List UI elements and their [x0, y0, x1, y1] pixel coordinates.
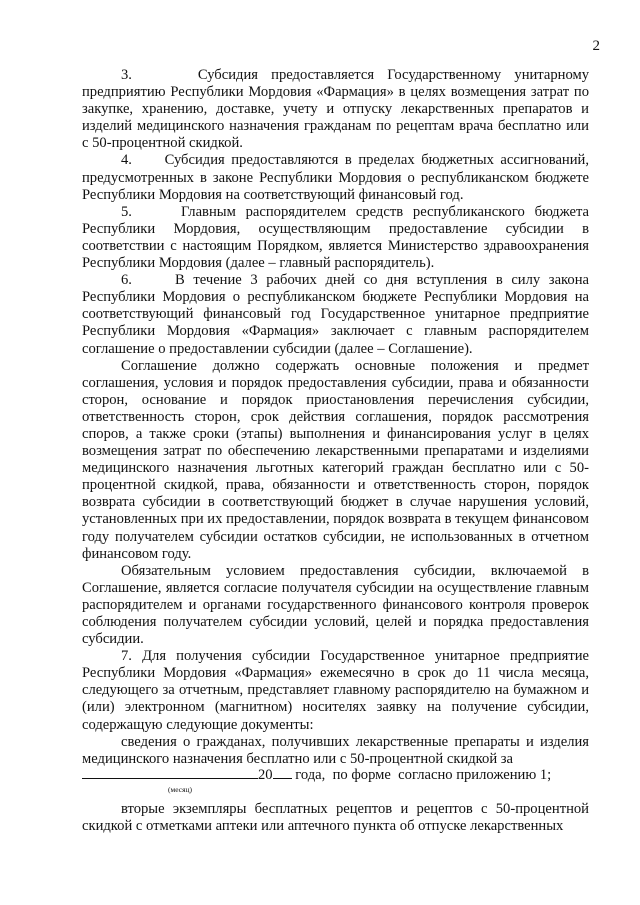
paragraph-citizens-info: сведения о гражданах, получивших лекарственные препараты и изделия медицинского назначения бесплатно или с 50-процентной скидкой за: [82, 733, 589, 767]
year-blank: [273, 767, 292, 779]
month-blank: [82, 767, 258, 779]
paragraph-mandatory-condition: Обязательным условием предоставления субсидии, включаемой в Соглашение, является согласие получателя субсидии на осуществление главным распорядителем и органами государственного финансового контроля проверок соблюдения получателем субсидии условий, целей и порядка предоставления субсидии.: [82, 562, 589, 648]
form-line-rest: года, по форме согласно приложению 1;: [291, 766, 552, 783]
paragraph-3: 3. Субсидия предоставляется Государственному унитарному предприятию Республики Мордовия «Фармация» в целях возмещения затрат по закупке, хранению, доставке, учету и отпуску лекарственных препаратов и изделий медицинского назначения гражданам по рецептам врача бесплатно или с 50-процентной скидкой.: [82, 67, 589, 152]
page-number: 2: [592, 38, 600, 54]
paragraph-agreement-content: Соглашение должно содержать основные положения и предмет соглашения, условия и порядок предоставления субсидии, права и обязанности сторон, основание и порядок приостановления перечисления субсидии, ответственность сторон, срок действия соглашения, порядок рассмотрения споров, а также сроки (этапы) выполнения и финансирования услуг в целях возмещения затрат по обеспечению лекарственными препаратами и изделиями медицинского назначения льготных категорий граждан бесплатно или с 50-процентной скидкой, права, обязанности и ответственность сторон, порядок возврата субсидии в соответствующий бюджет в случае нарушения условий, установленных при их предоставлении, порядок возврата в текущем финансовом году получателем субсидии остатков субсидии, не использованных в отчетном финансовом году.: [82, 357, 589, 562]
month-caption: (месяц): [168, 784, 193, 794]
paragraph-prescriptions: вторые экземпляры бесплатных рецептов и рецептов с 50-процентной скидкой с отметками аптеки или аптечного пункта об отпуске лекарственных: [82, 800, 589, 835]
year-prefix: 20: [258, 766, 273, 783]
paragraph-4: 4. Субсидия предоставляются в пределах бюджетных ассигнований, предусмотренных в законе Республики Мордовия о республиканском бюджете Республики Мордовия на соответствующий финансовый год.: [82, 152, 589, 203]
paragraph-5: 5. Главным распорядителем средств республиканского бюджета Республики Мордовия, осуществляющим предоставление субсидии в соответствии с настоящим Порядком, является Министерство здравоохранения Республики Мордовия (далее – главный распорядитель).: [82, 203, 589, 272]
document-body: [82, 67, 589, 835]
paragraph-6: 6. В течение 3 рабочих дней со дня вступления в силу закона Республики Мордовия о республиканском бюджете Республики Мордовия на соответствующий финансовый год Государственное унитарное предприятие Республики Мордовия «Фармация» заключает с главным распорядителем соглашение о предоставлении субсидии (далее – Соглашение).: [82, 272, 589, 357]
paragraph-7: 7. Для получения субсидии Государственное унитарное предприятие Республики Мордовия «Фармация» ежемесячно в срок до 11 числа месяца, следующего за отчетным, представляет главному распорядителю на бумажном и (или) электронном (магнитном) носителях заявку на получение субсидии, содержащую следующие документы:: [82, 648, 589, 733]
form-line: [82, 767, 589, 784]
